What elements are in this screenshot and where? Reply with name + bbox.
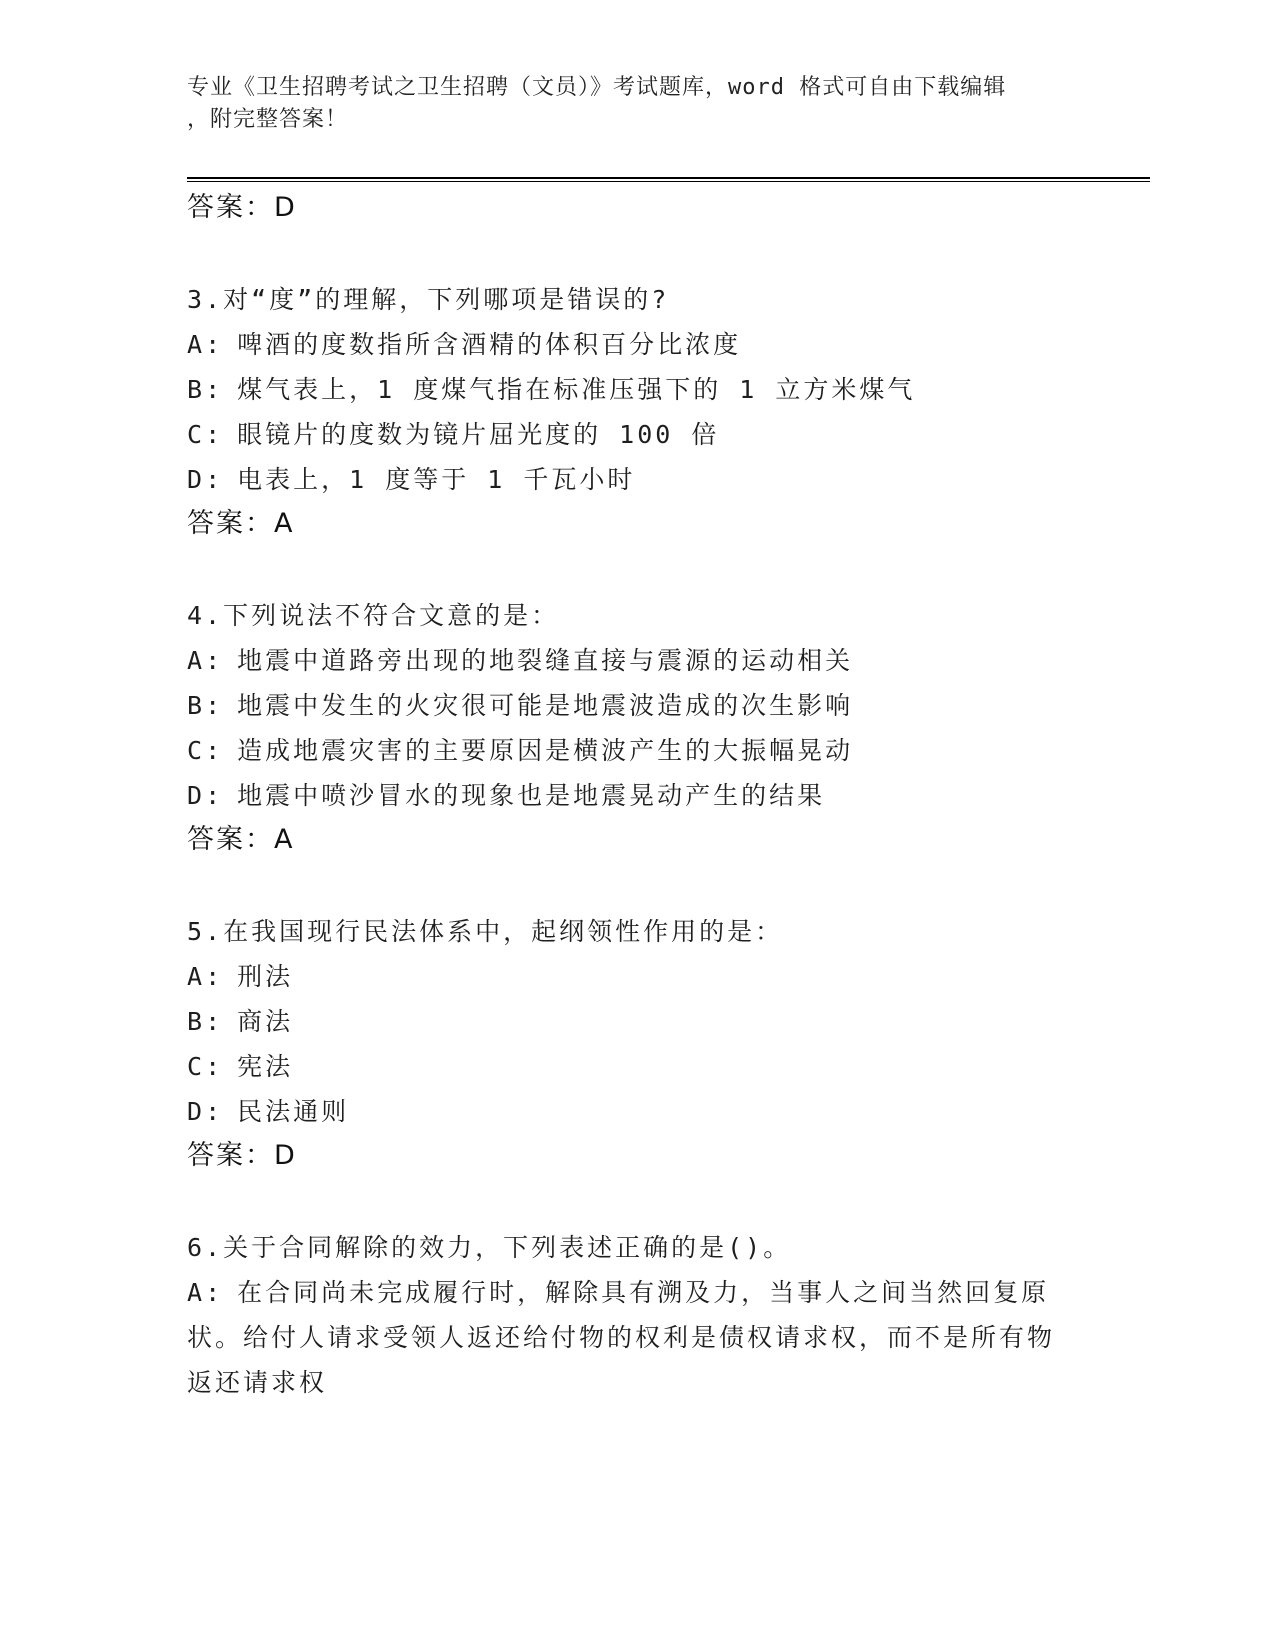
- option-letter: B: [187, 375, 206, 404]
- question-block: [187, 909, 1087, 1178]
- option-text: 地震中道路旁出现的地裂缝直接与震源的运动相关: [237, 646, 854, 675]
- option-a: [187, 322, 1087, 367]
- option-separator: :: [205, 736, 224, 765]
- answer-line: [187, 502, 1087, 546]
- answer-label: 答案：: [187, 508, 274, 539]
- page-header: [187, 72, 1067, 136]
- header-line-1: 专业《卫生招聘考试之卫生招聘（文员）》考试题库，word 格式可自由下载编辑: [187, 75, 1007, 100]
- option-letter: D: [187, 781, 206, 810]
- answer-label: 答案：: [187, 192, 274, 223]
- option-separator: :: [205, 646, 224, 675]
- option-d: [187, 1089, 1087, 1134]
- option-d: [187, 457, 1087, 502]
- option-separator: :: [205, 375, 224, 404]
- option-separator: :: [205, 1278, 224, 1307]
- option-letter: A: [187, 330, 206, 359]
- option-text: 煤气表上，1 度煤气指在标准压强下的 1 立方米煤气: [237, 375, 916, 404]
- option-letter: D: [187, 1097, 206, 1126]
- option-text: 刑法: [237, 962, 294, 991]
- option-letter: C: [187, 736, 206, 765]
- option-separator: :: [205, 1097, 224, 1126]
- option-b: [187, 999, 1087, 1044]
- option-a: [187, 954, 1087, 999]
- answer-value: D: [274, 192, 297, 223]
- header-line-2: ，附完整答案！: [187, 107, 349, 132]
- option-separator: :: [205, 1007, 224, 1036]
- option-text: 在合同尚未完成履行时，解除具有溯及力，当事人之间当然回复原状。给付人请求受领人返还给付物的权利是债权请求权，而不是所有物返还请求权: [187, 1278, 1056, 1397]
- option-separator: :: [205, 330, 224, 359]
- answer-value: A: [274, 824, 295, 855]
- question-list: [187, 186, 1087, 1405]
- option-letter: C: [187, 1052, 206, 1081]
- option-text: 商法: [237, 1007, 294, 1036]
- question-text: 5.在我国现行民法体系中，起纲领性作用的是：: [187, 917, 784, 946]
- option-letter: A: [187, 1278, 206, 1307]
- question-block: [187, 593, 1087, 862]
- answer-value: A: [274, 508, 295, 539]
- option-text: 民法通则: [237, 1097, 350, 1126]
- question-block: [187, 277, 1087, 546]
- question-text: 6.关于合同解除的效力，下列表述正确的是()。: [187, 1233, 792, 1262]
- option-separator: :: [205, 420, 224, 449]
- question-text: 4.下列说法不符合文意的是：: [187, 601, 560, 630]
- option-text: 宪法: [237, 1052, 294, 1081]
- option-separator: :: [205, 691, 224, 720]
- option-letter: B: [187, 691, 206, 720]
- option-a: [187, 638, 1087, 683]
- option-separator: :: [205, 465, 224, 494]
- question-block: [187, 1225, 1087, 1405]
- option-d: [187, 773, 1087, 818]
- question-text: 3.对“度”的理解，下列哪项是错误的?: [187, 285, 670, 314]
- option-c: [187, 728, 1087, 773]
- option-letter: B: [187, 1007, 206, 1036]
- option-c: [187, 412, 1087, 457]
- option-text: 造成地震灾害的主要原因是横波产生的大振幅晃动: [237, 736, 854, 765]
- answer-label: 答案：: [187, 1140, 274, 1171]
- option-separator: :: [205, 1052, 224, 1081]
- answer-line: [187, 818, 1087, 862]
- option-text: 啤酒的度数指所含酒精的体积百分比浓度: [237, 330, 742, 359]
- option-text: 眼镜片的度数为镜片屈光度的 100 倍: [237, 420, 720, 449]
- option-text: 地震中发生的火灾很可能是地震波造成的次生影响: [237, 691, 854, 720]
- option-text: 电表上，1 度等于 1 千瓦小时: [237, 465, 636, 494]
- option-b: [187, 683, 1087, 728]
- option-b: [187, 367, 1087, 412]
- option-text: 地震中喷沙冒水的现象也是地震晃动产生的结果: [237, 781, 826, 810]
- answer-line: [187, 1134, 1087, 1178]
- answer-value: D: [274, 1140, 297, 1171]
- option-letter: D: [187, 465, 206, 494]
- option-letter: A: [187, 646, 206, 675]
- option-letter: A: [187, 962, 206, 991]
- option-c: [187, 1044, 1087, 1089]
- option-separator: :: [205, 962, 224, 991]
- answer-line: [187, 186, 1087, 230]
- answer-label: 答案：: [187, 824, 274, 855]
- option-a: [187, 1270, 1067, 1405]
- option-letter: C: [187, 420, 206, 449]
- header-divider: [187, 177, 1150, 182]
- option-separator: :: [205, 781, 224, 810]
